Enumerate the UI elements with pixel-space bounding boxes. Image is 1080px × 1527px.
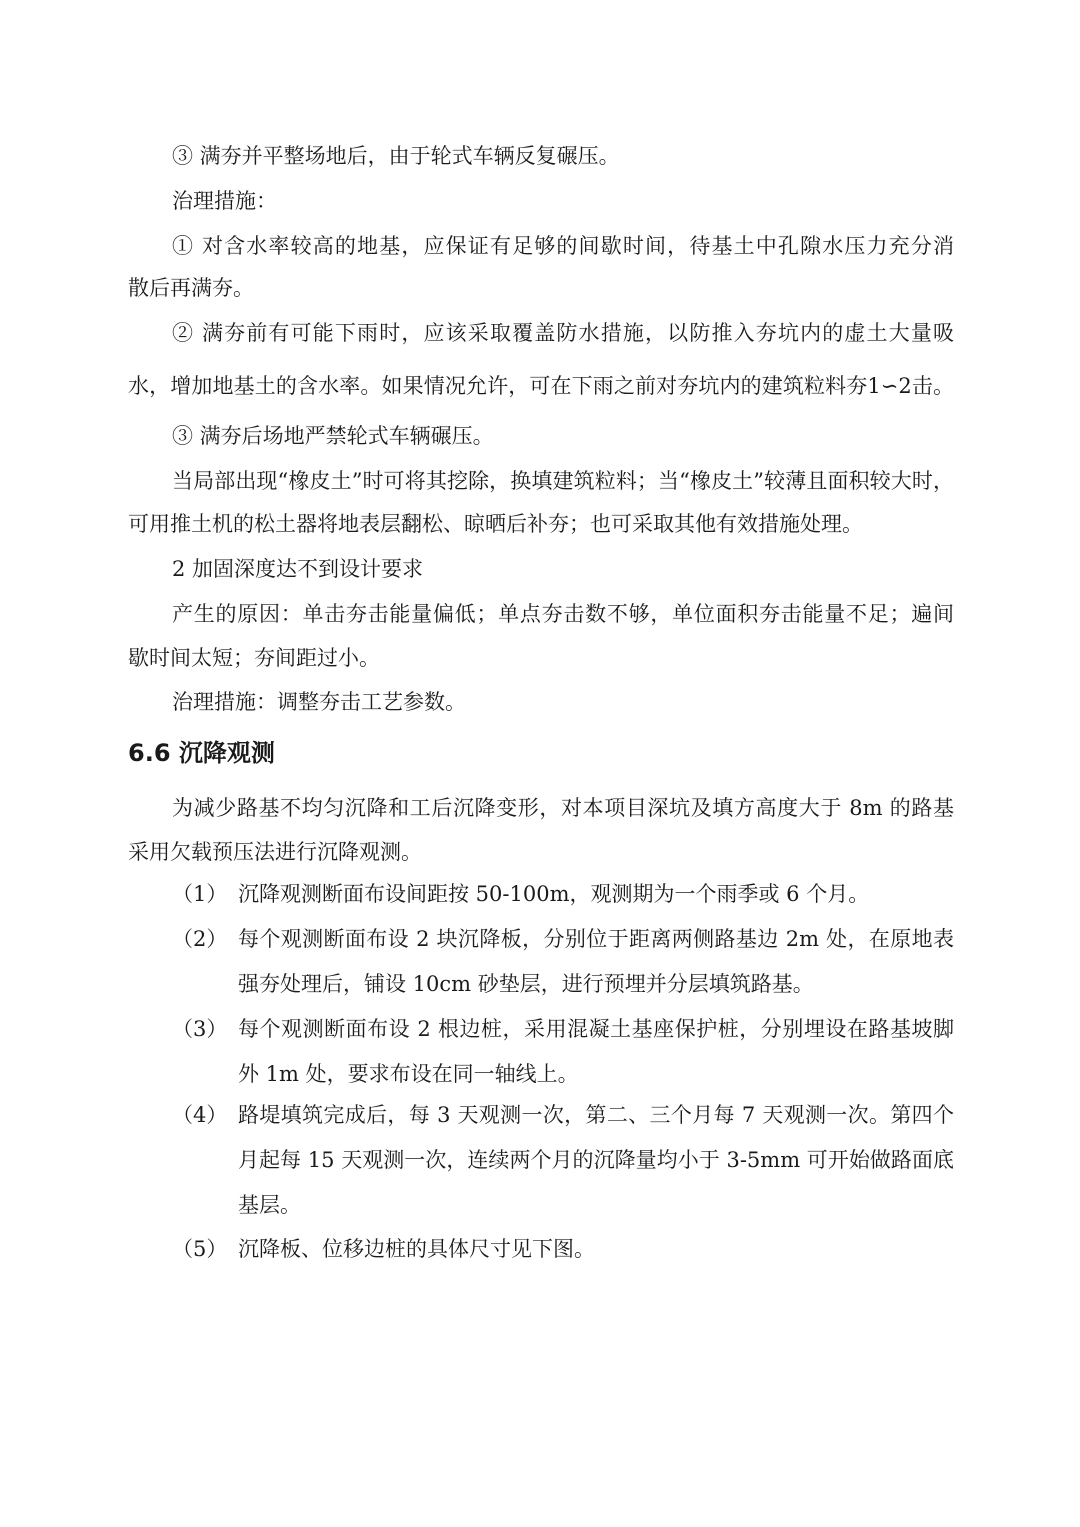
paragraph-treatment-1-line2: 散后再满夯。 [128, 276, 254, 300]
list-item-text: 沉降观测断面布设间距按 50-100m，观测期为一个雨季或 6 个月。 [238, 882, 870, 906]
list-item-text: 沉降板、位移边桩的具体尺寸见下图。 [238, 1237, 595, 1261]
list-item-text: 基层。 [238, 1193, 301, 1217]
paragraph-intro-line2: 采用欠载预压法进行沉降观测。 [128, 840, 422, 864]
list-item-text: 月起每 15 天观测一次，连续两个月的沉降量均小于 3-5mm 可开始做路面底 [238, 1148, 954, 1172]
list-item-number: （5） [172, 1237, 228, 1261]
list-item-number: （2） [172, 927, 228, 951]
list-item-text: 外 1m 处，要求布设在同一轴线上。 [238, 1062, 579, 1086]
list-item-text: 每个观测断面布设 2 块沉降板，分别位于距离两侧路基边 2m 处，在原地表 [238, 927, 954, 951]
paragraph-treatment-2-line2: 水，增加地基土的含水率。如果情况允许，可在下雨之前对夯坑内的建筑粒料夯1∽2击。 [128, 374, 954, 398]
paragraph-treatment-2-line1: ② 满夯前有可能下雨时，应该采取覆盖防水措施，以防推入夯坑内的虚土大量吸 [172, 321, 954, 345]
list-item-number: （3） [172, 1017, 228, 1041]
paragraph-cause-line1: 产生的原因：单击夯击能量偏低；单点夯击数不够，单位面积夯击能量不足；遍间 [172, 602, 954, 626]
paragraph-rubber-soil-line1: 当局部出现“橡皮土”时可将其挖除，换填建筑粒料；当“橡皮土”较薄且面积较大时， [172, 469, 954, 493]
paragraph-intro-line1: 为减少路基不均匀沉降和工后沉降变形，对本项目深坑及填方高度大于 8m 的路基 [172, 796, 954, 820]
list-item-text: 每个观测断面布设 2 根边桩，采用混凝土基座保护桩，分别埋设在路基坡脚 [238, 1017, 954, 1041]
paragraph-cause-3: ③ 满夯并平整场地后，由于轮式车辆反复碾压。 [172, 144, 620, 168]
paragraph-treatment-adjust: 治理措施：调整夯击工艺参数。 [172, 690, 466, 714]
paragraph-treatment-label: 治理措施： [172, 189, 277, 213]
list-item-number: （1） [172, 882, 228, 906]
section-title: 6.6 沉降观测 [128, 739, 275, 767]
paragraph-treatment-1-line1: ① 对含水率较高的地基，应保证有足够的间歇时间，待基土中孔隙水压力充分消 [172, 234, 954, 258]
paragraph-issue-2-title: 2 加固深度达不到设计要求 [172, 557, 424, 581]
list-item-number: （4） [172, 1103, 228, 1127]
list-item-text: 路堤填筑完成后，每 3 天观测一次，第二、三个月每 7 天观测一次。第四个 [238, 1103, 954, 1127]
paragraph-cause-line2: 歇时间太短；夯间距过小。 [128, 646, 380, 670]
paragraph-treatment-3: ③ 满夯后场地严禁轮式车辆碾压。 [172, 424, 494, 448]
list-item-text: 强夯处理后，铺设 10cm 砂垫层，进行预埋并分层填筑路基。 [238, 972, 814, 996]
paragraph-rubber-soil-line2: 可用推土机的松土器将地表层翻松、晾晒后补夯；也可采取其他有效措施处理。 [128, 512, 863, 536]
